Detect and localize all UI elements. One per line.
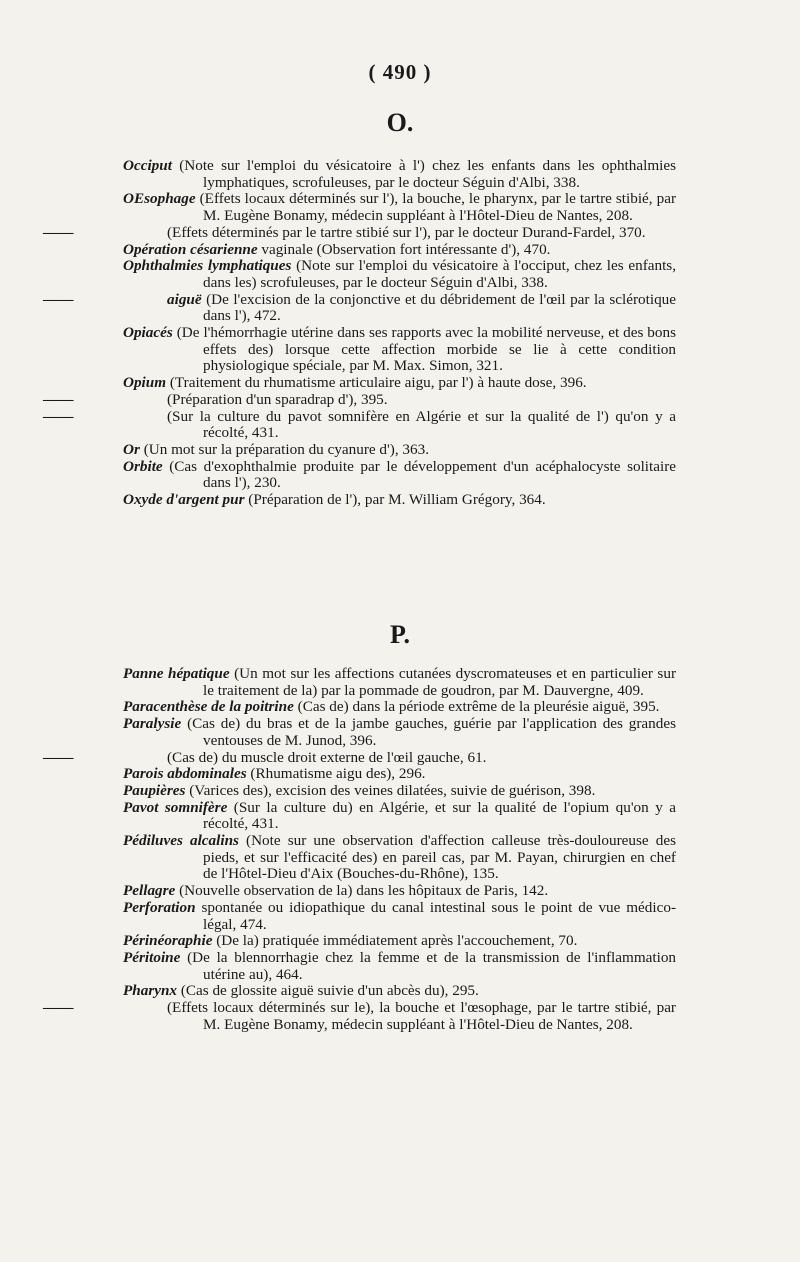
index-text: (Varices des), excision des veines dilatées, suivie de guérison, 398.: [189, 781, 596, 799]
index-text: (Préparation d'un sparadrap d'), 395.: [167, 390, 388, 408]
index-term: Péritoine: [123, 948, 181, 966]
index-text: vaginale (Observation fort intéressante d'), 470.: [261, 240, 551, 258]
index-entry: [123, 716, 676, 749]
index-entry: [123, 699, 676, 716]
index-term: Or: [123, 440, 140, 458]
index-entry: [123, 900, 676, 933]
index-entry: [43, 999, 676, 1033]
index-entry: [123, 833, 676, 883]
index-term: Occiput: [123, 157, 172, 174]
index-text: (Nouvelle observation de la) dans les hôpitaux de Paris, 142.: [179, 882, 549, 900]
index-term: Périnéoraphie: [123, 932, 213, 950]
index-text: (Sur la culture du pavot somnifère en Algérie et sur la qualité de l') qu'on y a récolté, 431.: [167, 407, 676, 442]
section-letter-o: O.: [386, 108, 414, 137]
index-term: Ophthalmies lymphatiques: [123, 257, 292, 275]
index-entry: [123, 325, 676, 375]
index-entry: [123, 950, 676, 983]
ditto-dash: ——: [43, 999, 74, 1017]
ditto-dash: ——: [43, 390, 74, 408]
index-entry: [123, 258, 676, 291]
index-text: (Rhumatisme aigu des), 296.: [250, 765, 426, 783]
index-entry: [123, 492, 676, 509]
ditto-dash: ——: [43, 223, 74, 241]
page-number: ( 490 ): [368, 60, 432, 84]
index-entry: [123, 800, 676, 833]
index-text: (De la blennorrhagie chez la femme et de la transmission de l'inflammation utérine au), 464.: [187, 948, 677, 983]
index-term: Pellagre: [123, 882, 176, 900]
index-text: (Cas de) du bras et de la jambe gauches, guérie par l'application des grandes ventouses de M. Junod, 396.: [187, 715, 677, 749]
index-term: aiguë: [167, 290, 202, 308]
index-entry: [123, 933, 676, 950]
index-text: (Cas de) du muscle droit externe de l'œil gauche, 61.: [167, 748, 487, 766]
index-entry: [123, 983, 676, 1000]
index-text: (Effets locaux déterminés sur le), la bouche et l'œsophage, par le tartre stibié, par M. Eugène Bonamy, médecin suppléant à l'Hôtel-Dieu de Nantes, 208.: [167, 999, 676, 1033]
index-text: (Traitement du rhumatisme articulaire aigu, par l') à haute dose, 396.: [169, 374, 587, 392]
index-term: Parois abdominales: [123, 765, 247, 783]
index-entry: [123, 191, 676, 224]
index-term: Orbite: [123, 457, 163, 475]
index-text: (Un mot sur les affections cutanées dyscromateuses et en particulier sur le traitement de la) par la pommade de goudron, par M. Dauvergne, 409.: [203, 665, 676, 699]
index-text: (De l'excision de la conjonctive et du débridement de l'œil par la sclérotique dans l'), 472.: [203, 290, 677, 325]
index-term: Pavot somnifère: [123, 798, 228, 816]
index-entry: [123, 158, 676, 191]
index-term: Opération césarienne: [123, 240, 258, 258]
index-text: (Note sur l'emploi du vésicatoire à l'occiput, chez les enfants, dans les) scrofuleuses, par le docteur Séguin d'Albi, 338.: [203, 257, 677, 291]
index-term: Panne hépatique: [123, 665, 230, 682]
index-text: (Cas d'exophthalmie produite par le développement d'un acéphalocyste solitaire dans l'), 230.: [169, 457, 677, 492]
index-entry: [43, 223, 676, 242]
index-text: (Cas de glossite aiguë suivie d'un abcès du), 295.: [180, 982, 479, 1000]
ditto-dash: ——: [43, 407, 74, 425]
index-entry: [123, 442, 676, 459]
section-letter-p: P.: [390, 620, 410, 649]
index-text: (Note sur une observation d'affection calleuse très-douloureuse des pieds, et sur l'efficacité des) en pareil cas, par M. Payan, chirurgien en chef de l'Hôtel-Dieu d'Aix (Bouches-du-Rhône), 135.: [203, 832, 676, 883]
index-entry: [43, 390, 676, 409]
index-entry: [123, 459, 676, 492]
index-term: OEsophage: [123, 190, 196, 208]
index-text: (Note sur l'emploi du vésicatoire à l') chez les enfants dans les ophthalmies lymphatiques, scrofuleuses, par le docteur Séguin d'Albi, 338.: [179, 157, 676, 191]
index-term: Opium: [123, 374, 167, 392]
index-text: (Un mot sur la préparation du cyanure d'), 363.: [143, 440, 429, 458]
index-text: (De la) pratiquée immédiatement après l'accouchement, 70.: [216, 932, 578, 950]
index-term: Paupières: [123, 781, 186, 799]
index-text: (Préparation de l'), par M. William Grégory, 364.: [248, 491, 546, 509]
index-entry: [123, 883, 676, 900]
index-term: Paralysie: [123, 715, 182, 733]
index-term: Paracenthèse de la poitrine: [123, 698, 294, 716]
index-text: spontanée ou idiopathique du canal intestinal sous le point de vue médico-légal, 474.: [201, 898, 677, 933]
index-term: Perforation: [123, 898, 196, 916]
index-text: (Effets déterminés par le tartre stibié sur l'), par le docteur Durand-Fardel, 370.: [167, 223, 646, 241]
index-text: (Cas de) dans la période extrême de la pleurésie aiguë, 395.: [297, 698, 660, 716]
index-entry: [43, 748, 676, 767]
index-entry: [43, 407, 676, 442]
index-term: Oxyde d'argent pur: [123, 491, 245, 509]
ditto-dash: ——: [43, 290, 74, 308]
index-entry: [123, 375, 676, 392]
index-term: Opiacés: [123, 324, 173, 342]
index-entry: [123, 766, 676, 783]
section-o-entries: [43, 157, 677, 509]
index-entry: [123, 666, 676, 699]
index-text: (De l'hémorrhagie utérine dans ses rapports avec la mobilité nerveuse, et des bons effets des) lorsque cette affection morbide se lie à cette condition physiologique spéciale, par M. Max. Simon, 321.: [176, 324, 676, 375]
ditto-dash: ——: [43, 748, 74, 766]
section-p-entries: [43, 665, 677, 1033]
index-entry: [43, 290, 677, 325]
index-entry: [123, 242, 676, 259]
index-term: Pédiluves alcalins: [123, 832, 239, 850]
index-term: Pharynx: [123, 982, 178, 1000]
index-text: (Effets locaux déterminés sur l'), la bouche, le pharynx, par le tartre stibié, par M. Eugène Bonamy, médecin suppléant à l'Hôtel-Dieu de Nantes, 208.: [199, 190, 677, 225]
index-text: (Sur la culture du) en Algérie, et sur la qualité de l'opium qu'on y a récolté, 431.: [203, 798, 676, 833]
index-entry: [123, 783, 676, 800]
